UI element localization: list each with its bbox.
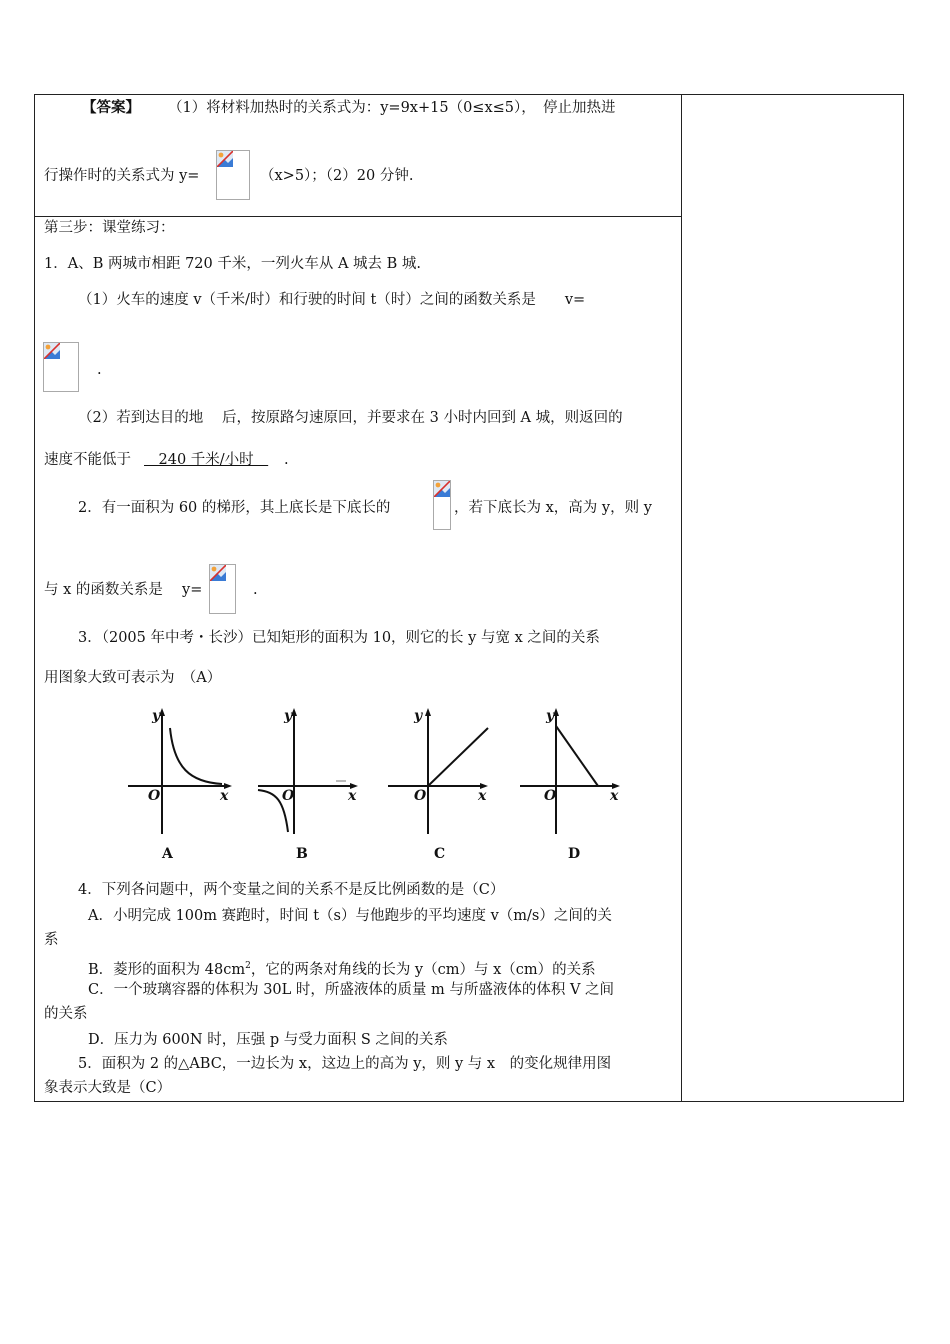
question-3a: 3．（2005 年中考・长沙）已知矩形的面积为 10，则它的长 y 与宽 x 之间的关系 [78, 630, 600, 646]
graph-d-label: D [568, 846, 581, 862]
row-divider [35, 216, 681, 217]
question-1-part-2a: （2）若到达目的地 [78, 410, 204, 426]
question-1: 1．A、B 两城市相距 720 千米，一列火车从 A 城去 B 城. [44, 256, 422, 272]
question-4-option-c-line-1: C．一个玻璃容器的体积为 30L 时，所盛液体的质量 m 与所盛液体的体积 V 之间 [88, 982, 615, 998]
question-1-part-2-end: . [284, 452, 289, 468]
graph-c [384, 706, 494, 866]
option-b-text: B．菱形的面积为 48cm [88, 961, 246, 978]
question-2b: ，若下底长为 x，高为 y，则 y [454, 500, 652, 516]
question-2a: 2．有一面积为 60 的梯形，其上底长是下底长的 [78, 500, 391, 516]
graph-a-y-label: y [152, 708, 161, 724]
question-4-option-c-line-2: 的关系 [44, 1006, 88, 1022]
question-1-part-2b: 后，按原路匀速原回，并要求在 3 小时内回到 A 城，则返回的 [222, 410, 623, 426]
graph-b-label: B [296, 846, 308, 862]
question-4-option-a-line-2: 系 [44, 932, 59, 948]
question-4-option-a-line-1: A．小明完成 100m 赛跑时，时间 t（s）与他跑步的平均速度 v（m/s）之间的关 [88, 908, 612, 924]
graph-c-origin: O [414, 788, 427, 804]
question-1-part-1: （1）火车的速度 v（千米/时）和行驶的时间 t（时）之间的函数关系是 v= [78, 292, 586, 308]
graph-d-x-label: x [610, 788, 619, 804]
question-2-end: . [253, 582, 258, 598]
question-5-line-1: 5．面积为 2 的△ABC，一边长为 x，这边上的高为 y，则 y 与 x 的变化规律用图 [78, 1056, 612, 1072]
graph-b-origin: O [282, 788, 295, 804]
option-b-superscript: 2 [245, 961, 251, 971]
graph-a-x-label: x [220, 788, 229, 804]
graph-c-y-label: y [414, 708, 423, 724]
graph-d-origin: O [544, 788, 557, 804]
missing-image-icon [216, 150, 250, 200]
graph-d [516, 706, 626, 866]
question-3b: 用图象大致可表示为 （A） [44, 670, 222, 686]
question-1-answer: 240 千米/小时 [144, 452, 269, 468]
missing-image-icon [209, 564, 236, 614]
question-1-part-1-end: . [97, 362, 102, 378]
answer-label: 【答案】 [82, 99, 140, 116]
answer-line-2a: 行操作时的关系式为 y= [44, 168, 200, 184]
question-1-part-2c: 速度不能低于 [44, 452, 131, 468]
graph-a-origin: O [148, 788, 161, 804]
graph-b-y-label: y [284, 708, 293, 724]
graph-c-label: C [434, 846, 446, 862]
graph-a-label: A [162, 846, 173, 862]
missing-image-icon [43, 342, 79, 392]
question-4: 4．下列各问题中，两个变量之间的关系不是反比例函数的是（C） [78, 882, 505, 898]
graph-b [254, 706, 364, 866]
answer-line-2b: （x>5）；（2）20 分钟. [260, 168, 414, 184]
graph-b-x-label: x [348, 788, 357, 804]
answer-line-1: （1）将材料加热时的关系式为：y=9x+15（0≤x≤5）， 停止加热进 [168, 100, 616, 116]
graph-a [124, 706, 234, 866]
option-b-text-end: ，它的两条对角线的长为 y（cm）与 x（cm）的关系 [250, 961, 596, 978]
graph-c-x-label: x [478, 788, 487, 804]
graph-d-y-label: y [546, 708, 555, 724]
step3-heading: 第三步：课堂练习： [44, 220, 175, 236]
question-4-option-b [88, 956, 596, 980]
column-divider [681, 95, 682, 1101]
missing-image-icon [433, 480, 451, 530]
question-2c: 与 x 的函数关系是 y= [44, 582, 203, 598]
question-5-line-2: 象表示大致是（C） [44, 1080, 172, 1096]
question-4-option-d: D．压力为 600N 时，压强 p 与受力面积 S 之间的关系 [88, 1032, 448, 1048]
